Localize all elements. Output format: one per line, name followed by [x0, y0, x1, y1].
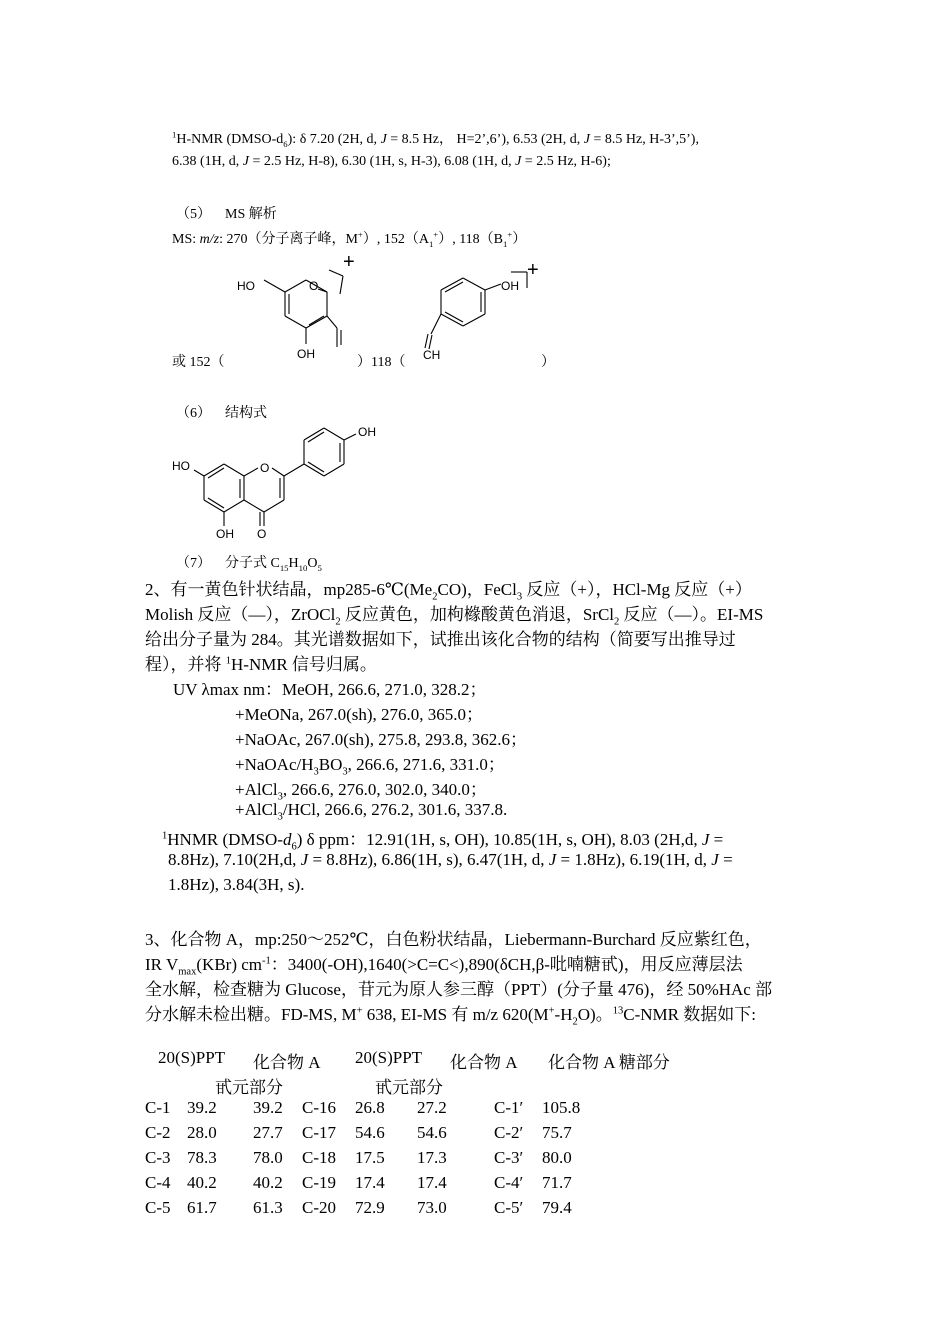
flavone-structure — [172, 422, 392, 544]
table-cell: 73.0 — [417, 1198, 447, 1217]
q3-line-3: 全水解，检查糖为 Glucose，苷元为原人参三醇（PPT）(分子量 476)，经 50%HAc 部 — [145, 980, 773, 999]
q2-line-3: 给出分子量为 284。其光谱数据如下，试推出该化合物的结构（简要写出推导过 — [145, 630, 736, 649]
table-cell: C-2′ — [494, 1123, 524, 1142]
fragment-118-structure — [415, 258, 550, 363]
section-7-formula: （7） 分子式 $C_{15}H_{10}O_5$ — [176, 556, 322, 573]
frag-b-ch: CH — [423, 348, 441, 362]
table-cell: 40.2 — [187, 1173, 217, 1192]
q2-line-4: 程），并将 $^1$H-NMR 信号归属。 — [145, 655, 377, 674]
q2-nmr-line-3: 1.8Hz), 3.84(3H, s). — [168, 875, 305, 894]
table-cell: C-3 — [145, 1148, 171, 1167]
table-cell: 17.3 — [417, 1148, 447, 1167]
uv-meoh: UV λmax nm：MeOH, 266.6, 271.0, 328.2； — [173, 680, 487, 699]
flavone-oh-top: OH — [358, 425, 376, 439]
frag-a-ho: HO — [237, 279, 255, 293]
q2-line-2: Molish 反应（—），ZrOCl$_2$ 反应黄色，加枸橼酸黄色消退，SrCl$_2$ 反应（—）。EI-MS — [145, 605, 764, 628]
uv-meona: +MeONa, 267.0(sh), 276.0, 365.0； — [235, 705, 484, 724]
uv-alcl3-hcl: +AlCl$_3$/HCl, 266.6, 276.2, 301.6, 337.8. — [235, 800, 508, 823]
table-cell: C-5′ — [494, 1198, 524, 1217]
table-cell: 78.0 — [253, 1148, 283, 1167]
ms-line: MS: m/z: 270（分子离子峰，M+）, $152(A_1^+)$, $118(B_1^+)$ — [172, 229, 527, 249]
hnmr-line-2: 6.38 (1H, d, J = 2.5 Hz, H-8), 6.30 (1H, s, H-3), 6.08 (1H, d, J = 2.5 Hz, H-6); — [172, 154, 611, 169]
section-5-heading: （5） MS 解析 — [176, 207, 277, 222]
flavone-ho: HO — [172, 459, 190, 473]
fragment-152-structure — [225, 252, 360, 364]
table-cell: C-1 — [145, 1098, 171, 1117]
uv-naoac-h3bo3: $+NaOAc/H_3BO_3$, 266.6, 271.6, 331.0； — [235, 755, 505, 778]
table-cell: 80.0 — [542, 1148, 572, 1167]
flavone-oh-bottom: OH — [216, 527, 234, 541]
table-cell: C-3′ — [494, 1148, 524, 1167]
q3-line-2: IR $V_{max}(KBr)$ $cm^{-1}$：3400(-OH),1640(>C=C<),890(δCH,β-吡喃糖甙)，用反应薄层法 — [145, 955, 743, 978]
q3-line-1: 3、化合物 A，mp:250～252℃，白色粉状结晶，Liebermann-Burchard 反应紫红色， — [145, 930, 762, 949]
table-header: 化合物 A 糖部分 — [548, 1053, 670, 1072]
q3-line-4: 分水解未检出糖。FD-MS, M+ 638, EI-MS 有 m/z $620(M^+-H_2O)$。$^{13}$C-NMR 数据如下: — [145, 1005, 756, 1028]
table-cell: 78.3 — [187, 1148, 217, 1167]
table-cell: 26.8 — [355, 1098, 385, 1117]
table-cell: C-17 — [302, 1123, 336, 1142]
section-6-heading: （6） 结构式 — [176, 406, 267, 421]
table-cell: 17.4 — [355, 1173, 385, 1192]
table-cell: 61.7 — [187, 1198, 217, 1217]
table-cell: 17.5 — [355, 1148, 385, 1167]
table-header: 20(S)PPT — [355, 1048, 423, 1067]
flavone-ring-o: O — [260, 461, 270, 475]
table-cell: C-19 — [302, 1173, 336, 1192]
table-cell: 79.4 — [542, 1198, 572, 1217]
table-cell: 54.6 — [417, 1123, 447, 1142]
frag-b-charge: + — [527, 259, 539, 281]
table-cell: 17.4 — [417, 1173, 447, 1192]
table-cell: 27.7 — [253, 1123, 283, 1142]
table-header: 化合物 A — [450, 1053, 518, 1072]
fragment-152-label: 或 152（ — [172, 355, 225, 370]
frag-a-oh: OH — [297, 347, 315, 361]
table-cell: C-20 — [302, 1198, 336, 1217]
table-cell: 40.2 — [253, 1173, 283, 1192]
table-cell: 27.2 — [417, 1098, 447, 1117]
uv-alcl3: +AlCl$_3$, 266.6, 276.0, 302.0, 340.0； — [235, 780, 487, 803]
hnmr-line-1: $^1$H-NMR $(DMSO-d_6)$: δ 7.20 (2H, d, J = 8.5 Hz， H=2’,6’), 6.53 (2H, d, J = 8.5 Hz, H-3’,5’), — [172, 129, 699, 149]
table-cell: 39.2 — [187, 1098, 217, 1117]
table-cell: C-16 — [302, 1098, 336, 1117]
fragment-close: ） — [541, 355, 555, 370]
table-cell: 28.0 — [187, 1123, 217, 1142]
table-cell: 75.7 — [542, 1123, 572, 1142]
table-cell: C-1′ — [494, 1098, 524, 1117]
table-cell: 71.7 — [542, 1173, 572, 1192]
table-cell: C-2 — [145, 1123, 171, 1142]
table-cell: 54.6 — [355, 1123, 385, 1142]
table-cell: 105.8 — [542, 1098, 581, 1117]
table-subheader: 甙元部分 — [215, 1078, 283, 1097]
frag-a-charge: + — [343, 252, 355, 273]
q2-line-1: 2、有一黄色针状结晶，$mp285-6℃(Me_2CO)$，FeCl$_3$ 反应（+），HCl-Mg 反应（+） — [145, 580, 752, 603]
table-cell: 72.9 — [355, 1198, 385, 1217]
table-cell: 61.3 — [253, 1198, 283, 1217]
table-cell: C-4 — [145, 1173, 171, 1192]
table-cell: C-18 — [302, 1148, 336, 1167]
uv-naoac: +NaOAc, 267.0(sh), 275.8, 293.8, 362.6； — [235, 730, 527, 749]
table-cell: C-4′ — [494, 1173, 524, 1192]
fragment-118-label: ）118（ — [357, 355, 406, 370]
flavone-carbonyl-o: O — [257, 527, 267, 541]
table-header: 20(S)PPT — [158, 1048, 226, 1067]
frag-b-oh: OH — [501, 279, 519, 293]
q2-nmr-line-1: $^1$HNMR $(DMSO-d_6)$ δ ppm：12.91(1H, s, OH), 10.85(1H, s, OH), 8.03 (2H,d, J = — [162, 830, 724, 853]
table-subheader: 甙元部分 — [375, 1078, 443, 1097]
table-cell: 39.2 — [253, 1098, 283, 1117]
frag-a-o: O — [309, 279, 319, 293]
q2-nmr-line-2: 8.8Hz), 7.10(2H,d, J = 8.8Hz), 6.86(1H, s), 6.47(1H, d, J = 1.8Hz), 6.19(1H, d, J = — [168, 850, 733, 869]
table-header: 化合物 A — [253, 1053, 321, 1072]
table-cell: C-5 — [145, 1198, 171, 1217]
sup-1: 1 — [172, 129, 177, 140]
